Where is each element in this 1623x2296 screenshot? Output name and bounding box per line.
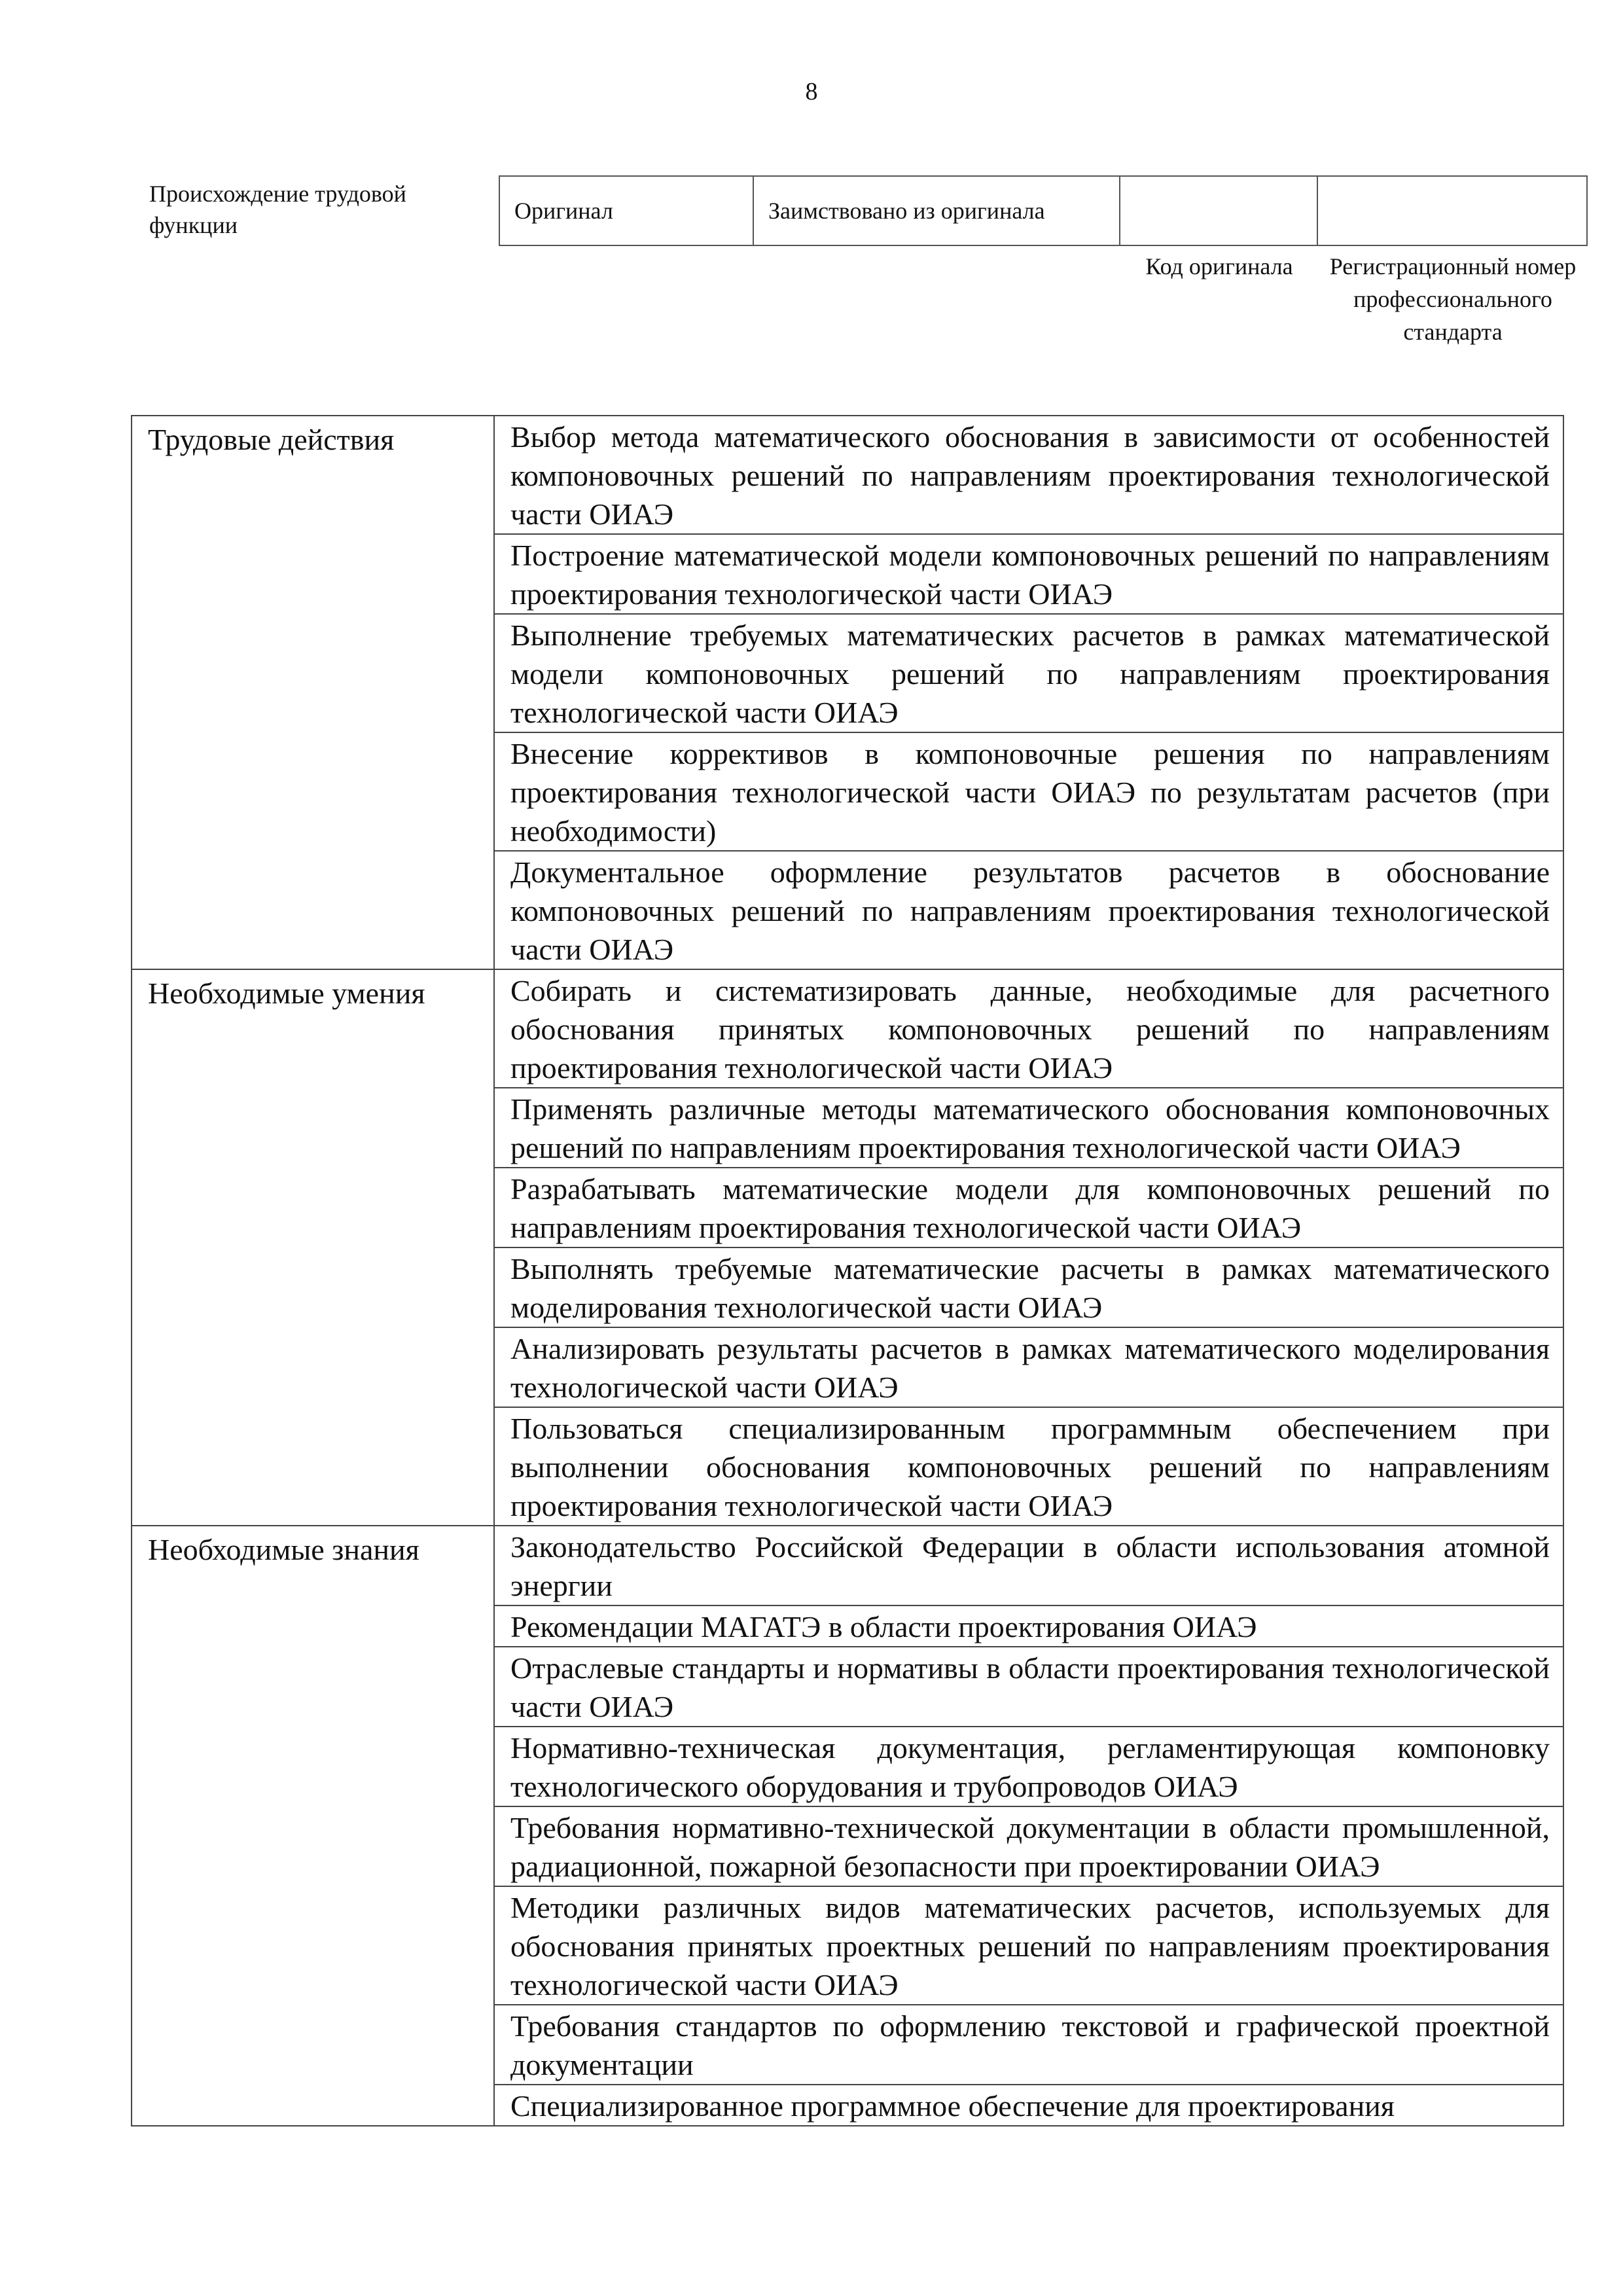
table-row (132, 416, 1563, 534)
table-row (132, 1526, 1563, 1605)
origin-cell-original: Оригинал (499, 176, 753, 245)
origin-cell-code (1120, 176, 1317, 245)
section-title: Необходимые знания (132, 1526, 494, 2126)
section-item: Разрабатывать математические модели для компоновочных решений по направлениям проектирования технологической части ОИАЭ (494, 1168, 1563, 1247)
caption-reg-number: Регистрационный номер профессионального стандарта (1329, 253, 1577, 345)
section-item: Методики различных видов математических расчетов, используемых для обоснования принятых проектных решений по направлениям проектирования технологической части ОИАЭ (494, 1886, 1563, 2005)
section-item: Построение математической модели компоновочных решений по направлениям проектирования технологической части ОИАЭ (494, 534, 1563, 614)
section-item: Требования нормативно-технической документации в области промышленной, радиационной, пожарной безопасности при проектировании ОИАЭ (494, 1806, 1563, 1886)
section-item: Выполнять требуемые математические расчеты в рамках математического моделирования технологической части ОИАЭ (494, 1247, 1563, 1327)
section-item: Законодательство Российской Федерации в области использования атомной энергии (494, 1526, 1563, 1605)
section-item: Требования стандартов по оформлению текстовой и графической проектной документации (494, 2005, 1563, 2085)
section-title: Трудовые действия (132, 416, 494, 969)
caption-code: Код оригинала (1145, 253, 1293, 279)
section-title: Необходимые умения (132, 969, 494, 1526)
page-number: 8 (805, 78, 818, 105)
origin-label: Происхождение трудовой функции (149, 181, 406, 238)
section-item: Пользоваться специализированным программным обеспечением при выполнении обоснования компоновочных решений по направлениям проектирования технологической части ОИАЭ (494, 1407, 1563, 1526)
section-item: Собирать и систематизировать данные, необходимые для расчетного обоснования принятых компоновочных решений по направлениям проектирования технологической части ОИАЭ (494, 969, 1563, 1088)
section-item: Применять различные методы математического обоснования компоновочных решений по направлениям проектирования технологической части ОИАЭ (494, 1088, 1563, 1168)
section-item: Документальное оформление результатов расчетов в обоснование компоновочных решений по направлениям проектирования технологической части ОИАЭ (494, 851, 1563, 969)
origin-table (499, 175, 1588, 246)
section-item: Выбор метода математического обоснования в зависимости от особенностей компоновочных решений по направлениям проектирования технологической части ОИАЭ (494, 416, 1563, 534)
origin-cell-borrowed: Заимствовано из оригинала (753, 176, 1120, 245)
table-row (132, 969, 1563, 1088)
section-item: Внесение коррективов в компоновочные решения по направлениям проектирования технологической части ОИАЭ по результатам расчетов (при необходимости) (494, 732, 1563, 851)
section-item: Нормативно-техническая документация, регламентирующая компоновку технологического оборудования и трубопроводов ОИАЭ (494, 1727, 1563, 1806)
section-item: Рекомендации МАГАТЭ в области проектирования ОИАЭ (494, 1605, 1563, 1647)
origin-cell-reg-number (1317, 176, 1587, 245)
section-item: Специализированное программное обеспечение для проектирования (494, 2085, 1563, 2126)
section-item: Выполнение требуемых математических расчетов в рамках математической модели компоновочных решений по направлениям проектирования технологической части ОИАЭ (494, 614, 1563, 732)
section-item: Отраслевые стандарты и нормативы в области проектирования технологической части ОИАЭ (494, 1647, 1563, 1727)
section-item: Анализировать результаты расчетов в рамках математического моделирования технологической части ОИАЭ (494, 1327, 1563, 1407)
functions-table (131, 415, 1564, 2126)
